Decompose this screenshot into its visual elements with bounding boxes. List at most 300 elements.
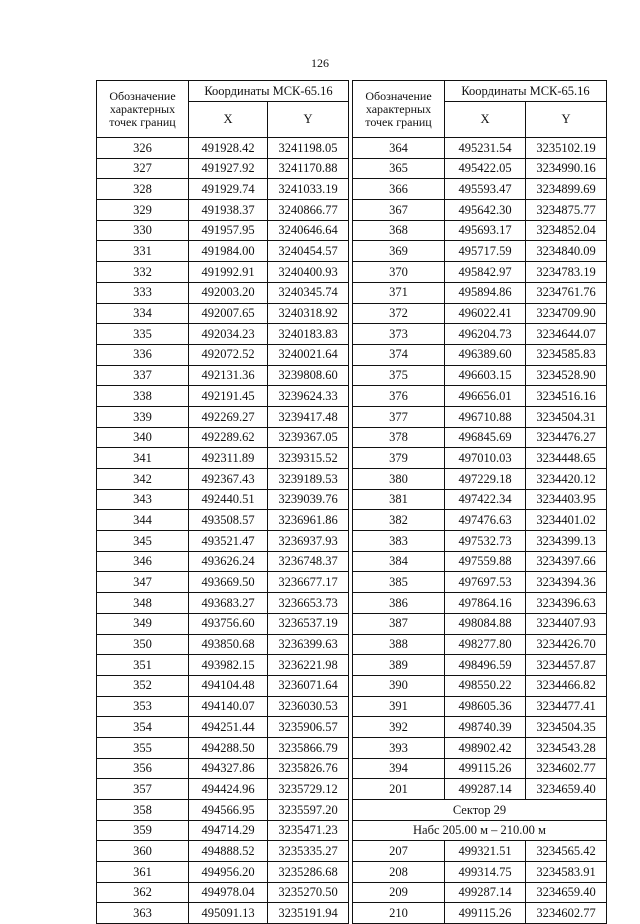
sector-block: [353, 800, 607, 841]
x-coordinate-cell: 499287.14: [445, 882, 526, 903]
coordinates-table-right: [352, 80, 607, 924]
y-coordinate-cell: 3240454.57: [268, 241, 349, 262]
y-coordinate-cell: 3234543.28: [526, 737, 607, 758]
point-number-cell: 359: [97, 820, 189, 841]
point-number-cell: 367: [353, 200, 445, 221]
point-number-cell: 383: [353, 531, 445, 552]
table-row: [353, 655, 607, 676]
point-number-cell: 209: [353, 882, 445, 903]
point-number-cell: 392: [353, 717, 445, 738]
point-number-cell: 363: [97, 903, 189, 924]
coordinates-table-left: [96, 80, 349, 924]
x-coordinate-cell: 491938.37: [189, 200, 268, 221]
right-table-body: [353, 138, 607, 800]
table-row: [97, 344, 349, 365]
y-coordinate-cell: 3240646.64: [268, 220, 349, 241]
point-number-cell: 384: [353, 551, 445, 572]
point-number-cell: 394: [353, 758, 445, 779]
x-coordinate-cell: 494566.95: [189, 800, 268, 821]
table-row: [97, 634, 349, 655]
point-number-cell: 388: [353, 634, 445, 655]
point-number-cell: 332: [97, 262, 189, 283]
table-row: [97, 386, 349, 407]
y-coordinate-cell: 3234457.87: [526, 655, 607, 676]
x-coordinate-cell: 494104.48: [189, 675, 268, 696]
y-coordinate-cell: 3235866.79: [268, 737, 349, 758]
y-coordinate-cell: 3234585.83: [526, 344, 607, 365]
point-number-cell: 389: [353, 655, 445, 676]
table-row: [97, 510, 349, 531]
y-coordinate-cell: 3234602.77: [526, 903, 607, 924]
y-coordinate-cell: 3234899.69: [526, 179, 607, 200]
x-coordinate-cell: 498740.39: [445, 717, 526, 738]
table-row: [353, 344, 607, 365]
point-number-cell: 344: [97, 510, 189, 531]
x-header: X: [189, 102, 268, 138]
point-number-cell: 342: [97, 469, 189, 490]
x-coordinate-cell: 492034.23: [189, 324, 268, 345]
x-coordinate-cell: 496656.01: [445, 386, 526, 407]
table-row: [353, 427, 607, 448]
y-coordinate-cell: 3234476.27: [526, 427, 607, 448]
table-row: [353, 365, 607, 386]
x-coordinate-cell: 493669.50: [189, 572, 268, 593]
table-row: [353, 779, 607, 800]
point-number-cell: 346: [97, 551, 189, 572]
y-coordinate-cell: 3235270.50: [268, 882, 349, 903]
point-number-cell: 331: [97, 241, 189, 262]
y-coordinate-cell: 3234396.63: [526, 593, 607, 614]
point-number-cell: 360: [97, 841, 189, 862]
point-number-cell: 333: [97, 282, 189, 303]
designation-header-line2: характерных: [109, 101, 176, 116]
y-coordinate-cell: 3239808.60: [268, 365, 349, 386]
table-row: [353, 489, 607, 510]
y-coordinate-cell: 3234761.76: [526, 282, 607, 303]
table-row: [97, 138, 349, 159]
x-coordinate-cell: 497697.53: [445, 572, 526, 593]
x-coordinate-cell: 494424.96: [189, 779, 268, 800]
y-coordinate-cell: 3234399.13: [526, 531, 607, 552]
y-coordinate-cell: 3234528.90: [526, 365, 607, 386]
point-number-cell: 361: [97, 862, 189, 883]
table-row: [97, 427, 349, 448]
x-coordinate-cell: 497864.16: [445, 593, 526, 614]
x-coordinate-cell: 495717.59: [445, 241, 526, 262]
x-coordinate-cell: 494288.50: [189, 737, 268, 758]
table-row: [97, 303, 349, 324]
table-row: [97, 200, 349, 221]
y-coordinate-cell: 3234875.77: [526, 200, 607, 221]
designation-header-line1: Обозначение: [109, 88, 176, 103]
point-number-cell: 375: [353, 365, 445, 386]
x-coordinate-cell: 491984.00: [189, 241, 268, 262]
y-coordinate-cell: 3239367.05: [268, 427, 349, 448]
table-row: [353, 262, 607, 283]
y-coordinate-cell: 3235191.94: [268, 903, 349, 924]
point-number-cell: 347: [97, 572, 189, 593]
table-row: [353, 220, 607, 241]
point-number-cell: 386: [353, 593, 445, 614]
y-coordinate-cell: 3234565.42: [526, 841, 607, 862]
point-number-cell: 338: [97, 386, 189, 407]
point-number-cell: 358: [97, 800, 189, 821]
point-number-cell: 387: [353, 613, 445, 634]
point-number-cell: 381: [353, 489, 445, 510]
x-coordinate-cell: 499314.75: [445, 862, 526, 883]
table-row: [97, 903, 349, 924]
table-row: [97, 675, 349, 696]
y-coordinate-cell: 3241198.05: [268, 138, 349, 159]
table-row: [353, 200, 607, 221]
table-row: [353, 675, 607, 696]
point-number-cell: 368: [353, 220, 445, 241]
x-coordinate-cell: 492003.20: [189, 282, 268, 303]
x-coordinate-cell: 496710.88: [445, 406, 526, 427]
y-coordinate-cell: 3234602.77: [526, 758, 607, 779]
x-coordinate-cell: 493683.27: [189, 593, 268, 614]
point-number-cell: 339: [97, 406, 189, 427]
table-row: [97, 779, 349, 800]
table-row: [353, 551, 607, 572]
point-number-cell: 377: [353, 406, 445, 427]
point-number-cell: 345: [97, 531, 189, 552]
designation-header: [97, 81, 189, 138]
table-row: [97, 696, 349, 717]
point-number-cell: 350: [97, 634, 189, 655]
y-coordinate-cell: 3235729.12: [268, 779, 349, 800]
x-coordinate-cell: 497422.34: [445, 489, 526, 510]
y-coordinate-cell: 3234448.65: [526, 448, 607, 469]
point-number-cell: 328: [97, 179, 189, 200]
table-row: [353, 386, 607, 407]
x-coordinate-cell: 495231.54: [445, 138, 526, 159]
y-coordinate-cell: 3240318.92: [268, 303, 349, 324]
table-row: [353, 903, 607, 924]
point-number-cell: 335: [97, 324, 189, 345]
table-row: [97, 489, 349, 510]
table-row: [97, 551, 349, 572]
point-number-cell: 393: [353, 737, 445, 758]
x-coordinate-cell: 496022.41: [445, 303, 526, 324]
y-coordinate-cell: 3234990.16: [526, 158, 607, 179]
x-coordinate-cell: 493626.24: [189, 551, 268, 572]
table-row: [97, 737, 349, 758]
point-number-cell: 390: [353, 675, 445, 696]
y-coordinate-cell: 3234504.31: [526, 406, 607, 427]
designation-header-line1: Обозначение: [365, 88, 432, 103]
y-coordinate-cell: 3234426.70: [526, 634, 607, 655]
y-coordinate-cell: 3239417.48: [268, 406, 349, 427]
y-coordinate-cell: 3234659.40: [526, 882, 607, 903]
coordinates-header: Координаты МСК-65.16: [189, 81, 349, 102]
table-row: [353, 758, 607, 779]
x-coordinate-cell: 498084.88: [445, 613, 526, 634]
x-coordinate-cell: 496389.60: [445, 344, 526, 365]
table-row: [97, 841, 349, 862]
x-coordinate-cell: 492289.62: [189, 427, 268, 448]
point-number-cell: 356: [97, 758, 189, 779]
table-row: [353, 469, 607, 490]
y-coordinate-cell: 3234397.66: [526, 551, 607, 572]
table-row: [353, 531, 607, 552]
y-coordinate-cell: 3234709.90: [526, 303, 607, 324]
x-coordinate-cell: 493850.68: [189, 634, 268, 655]
point-number-cell: 370: [353, 262, 445, 283]
point-number-cell: 352: [97, 675, 189, 696]
point-number-cell: 329: [97, 200, 189, 221]
x-coordinate-cell: 496845.69: [445, 427, 526, 448]
point-number-cell: 343: [97, 489, 189, 510]
table-row: [353, 303, 607, 324]
point-number-cell: 364: [353, 138, 445, 159]
y-coordinate-cell: 3235102.19: [526, 138, 607, 159]
x-coordinate-cell: 494888.52: [189, 841, 268, 862]
point-number-cell: 391: [353, 696, 445, 717]
point-number-cell: 357: [97, 779, 189, 800]
x-coordinate-cell: 499115.26: [445, 903, 526, 924]
point-number-cell: 371: [353, 282, 445, 303]
x-coordinate-cell: 498277.80: [445, 634, 526, 655]
table-row: [97, 613, 349, 634]
y-coordinate-cell: 3241170.88: [268, 158, 349, 179]
x-coordinate-cell: 493508.57: [189, 510, 268, 531]
x-coordinate-cell: 497229.18: [445, 469, 526, 490]
y-coordinate-cell: 3235286.68: [268, 862, 349, 883]
y-header: Y: [268, 102, 349, 138]
point-number-cell: 385: [353, 572, 445, 593]
table-row: [353, 717, 607, 738]
point-number-cell: 348: [97, 593, 189, 614]
sector-title: Сектор 29: [353, 800, 607, 821]
x-coordinate-cell: 493756.60: [189, 613, 268, 634]
y-coordinate-cell: 3235471.23: [268, 820, 349, 841]
x-coordinate-cell: 492007.65: [189, 303, 268, 324]
point-number-cell: 380: [353, 469, 445, 490]
table-row: [353, 613, 607, 634]
table-row: [97, 820, 349, 841]
point-number-cell: 365: [353, 158, 445, 179]
table-row: [97, 262, 349, 283]
x-coordinate-cell: 495842.97: [445, 262, 526, 283]
x-coordinate-cell: 498605.36: [445, 696, 526, 717]
point-number-cell: 201: [353, 779, 445, 800]
y-coordinate-cell: 3234466.82: [526, 675, 607, 696]
x-coordinate-cell: 499321.51: [445, 841, 526, 862]
point-number-cell: 374: [353, 344, 445, 365]
table-row: [353, 448, 607, 469]
y-coordinate-cell: 3236071.64: [268, 675, 349, 696]
x-coordinate-cell: 491992.91: [189, 262, 268, 283]
point-number-cell: 336: [97, 344, 189, 365]
x-coordinate-cell: 494956.20: [189, 862, 268, 883]
point-number-cell: 354: [97, 717, 189, 738]
table-row: [97, 572, 349, 593]
table-row: [353, 179, 607, 200]
point-number-cell: 207: [353, 841, 445, 862]
table-row: [353, 696, 607, 717]
table-row: [97, 282, 349, 303]
left-table-body: [97, 138, 349, 924]
designation-header-line3: точек границ: [109, 114, 176, 129]
x-coordinate-cell: 492269.27: [189, 406, 268, 427]
x-coordinate-cell: 491928.42: [189, 138, 268, 159]
y-coordinate-cell: 3234401.02: [526, 510, 607, 531]
y-coordinate-cell: 3240400.93: [268, 262, 349, 283]
sector-table-body: [353, 841, 607, 924]
table-row: [97, 179, 349, 200]
x-coordinate-cell: 495422.05: [445, 158, 526, 179]
y-coordinate-cell: 3234394.36: [526, 572, 607, 593]
x-coordinate-cell: 495642.30: [445, 200, 526, 221]
point-number-cell: 373: [353, 324, 445, 345]
x-coordinate-cell: 496603.15: [445, 365, 526, 386]
y-coordinate-cell: 3236030.53: [268, 696, 349, 717]
designation-header-line2: характерных: [365, 101, 432, 116]
y-coordinate-cell: 3234783.19: [526, 262, 607, 283]
x-coordinate-cell: 491957.95: [189, 220, 268, 241]
designation-header: [353, 81, 445, 138]
point-number-cell: 326: [97, 138, 189, 159]
table-row: [353, 406, 607, 427]
point-number-cell: 378: [353, 427, 445, 448]
y-coordinate-cell: 3236653.73: [268, 593, 349, 614]
table-row: [97, 324, 349, 345]
table-row: [97, 758, 349, 779]
table-row: [97, 862, 349, 883]
point-number-cell: 337: [97, 365, 189, 386]
x-coordinate-cell: 495693.17: [445, 220, 526, 241]
y-coordinate-cell: 3236961.86: [268, 510, 349, 531]
table-row: [353, 882, 607, 903]
table-row: [97, 469, 349, 490]
x-coordinate-cell: 493521.47: [189, 531, 268, 552]
y-coordinate-cell: 3235906.57: [268, 717, 349, 738]
table-row: [353, 634, 607, 655]
y-coordinate-cell: 3236221.98: [268, 655, 349, 676]
y-coordinate-cell: 3239039.76: [268, 489, 349, 510]
point-number-cell: 379: [353, 448, 445, 469]
point-number-cell: 341: [97, 448, 189, 469]
coordinates-header: Координаты МСК-65.16: [445, 81, 607, 102]
table-row: [97, 717, 349, 738]
table-row: [353, 862, 607, 883]
y-coordinate-cell: 3234840.09: [526, 241, 607, 262]
y-coordinate-cell: 3235597.20: [268, 800, 349, 821]
table-row: [97, 593, 349, 614]
y-coordinate-cell: 3235335.27: [268, 841, 349, 862]
x-coordinate-cell: 494140.07: [189, 696, 268, 717]
y-coordinate-cell: 3234420.12: [526, 469, 607, 490]
table-row: [97, 448, 349, 469]
y-coordinate-cell: 3236677.17: [268, 572, 349, 593]
x-coordinate-cell: 491929.74: [189, 179, 268, 200]
table-row: [97, 158, 349, 179]
x-coordinate-cell: 494978.04: [189, 882, 268, 903]
x-coordinate-cell: 498902.42: [445, 737, 526, 758]
x-coordinate-cell: 492440.51: [189, 489, 268, 510]
x-coordinate-cell: 494714.29: [189, 820, 268, 841]
sector-height-range: Набс 205.00 м – 210.00 м: [353, 820, 607, 841]
y-coordinate-cell: 3240183.83: [268, 324, 349, 345]
point-number-cell: 330: [97, 220, 189, 241]
point-number-cell: 334: [97, 303, 189, 324]
point-number-cell: 210: [353, 903, 445, 924]
x-coordinate-cell: 497476.63: [445, 510, 526, 531]
x-coordinate-cell: 491927.92: [189, 158, 268, 179]
table-row: [353, 593, 607, 614]
point-number-cell: 351: [97, 655, 189, 676]
table-row: [353, 324, 607, 345]
y-coordinate-cell: 3234644.07: [526, 324, 607, 345]
x-coordinate-cell: 494327.86: [189, 758, 268, 779]
x-coordinate-cell: 497010.03: [445, 448, 526, 469]
y-coordinate-cell: 3236399.63: [268, 634, 349, 655]
designation-header-line3: точек границ: [365, 114, 432, 129]
x-coordinate-cell: 494251.44: [189, 717, 268, 738]
x-coordinate-cell: 493982.15: [189, 655, 268, 676]
y-coordinate-cell: 3241033.19: [268, 179, 349, 200]
y-coordinate-cell: 3236537.19: [268, 613, 349, 634]
y-coordinate-cell: 3234516.16: [526, 386, 607, 407]
y-coordinate-cell: 3239189.53: [268, 469, 349, 490]
table-row: [353, 841, 607, 862]
point-number-cell: 366: [353, 179, 445, 200]
y-coordinate-cell: 3235826.76: [268, 758, 349, 779]
table-row: [353, 282, 607, 303]
x-coordinate-cell: 498496.59: [445, 655, 526, 676]
x-coordinate-cell: 495894.86: [445, 282, 526, 303]
table-row: [353, 158, 607, 179]
y-coordinate-cell: 3234504.35: [526, 717, 607, 738]
x-header: X: [445, 102, 526, 138]
table-row: [97, 241, 349, 262]
point-number-cell: 327: [97, 158, 189, 179]
y-header: Y: [526, 102, 607, 138]
y-coordinate-cell: 3239315.52: [268, 448, 349, 469]
x-coordinate-cell: 498550.22: [445, 675, 526, 696]
point-number-cell: 349: [97, 613, 189, 634]
x-coordinate-cell: 495091.13: [189, 903, 268, 924]
y-coordinate-cell: 3240021.64: [268, 344, 349, 365]
point-number-cell: 353: [97, 696, 189, 717]
table-row: [353, 572, 607, 593]
point-number-cell: 376: [353, 386, 445, 407]
table-row: [97, 882, 349, 903]
table-row: [353, 510, 607, 531]
table-row: [353, 138, 607, 159]
y-coordinate-cell: 3236937.93: [268, 531, 349, 552]
x-coordinate-cell: 492311.89: [189, 448, 268, 469]
y-coordinate-cell: 3240866.77: [268, 200, 349, 221]
table-row: [97, 406, 349, 427]
point-number-cell: 355: [97, 737, 189, 758]
x-coordinate-cell: 492131.36: [189, 365, 268, 386]
y-coordinate-cell: 3234477.41: [526, 696, 607, 717]
y-coordinate-cell: 3236748.37: [268, 551, 349, 572]
table-row: [353, 241, 607, 262]
y-coordinate-cell: 3234659.40: [526, 779, 607, 800]
x-coordinate-cell: 495593.47: [445, 179, 526, 200]
table-row: [97, 365, 349, 386]
point-number-cell: 369: [353, 241, 445, 262]
x-coordinate-cell: 499287.14: [445, 779, 526, 800]
point-number-cell: 340: [97, 427, 189, 448]
y-coordinate-cell: 3240345.74: [268, 282, 349, 303]
table-row: [97, 220, 349, 241]
point-number-cell: 208: [353, 862, 445, 883]
y-coordinate-cell: 3234407.93: [526, 613, 607, 634]
